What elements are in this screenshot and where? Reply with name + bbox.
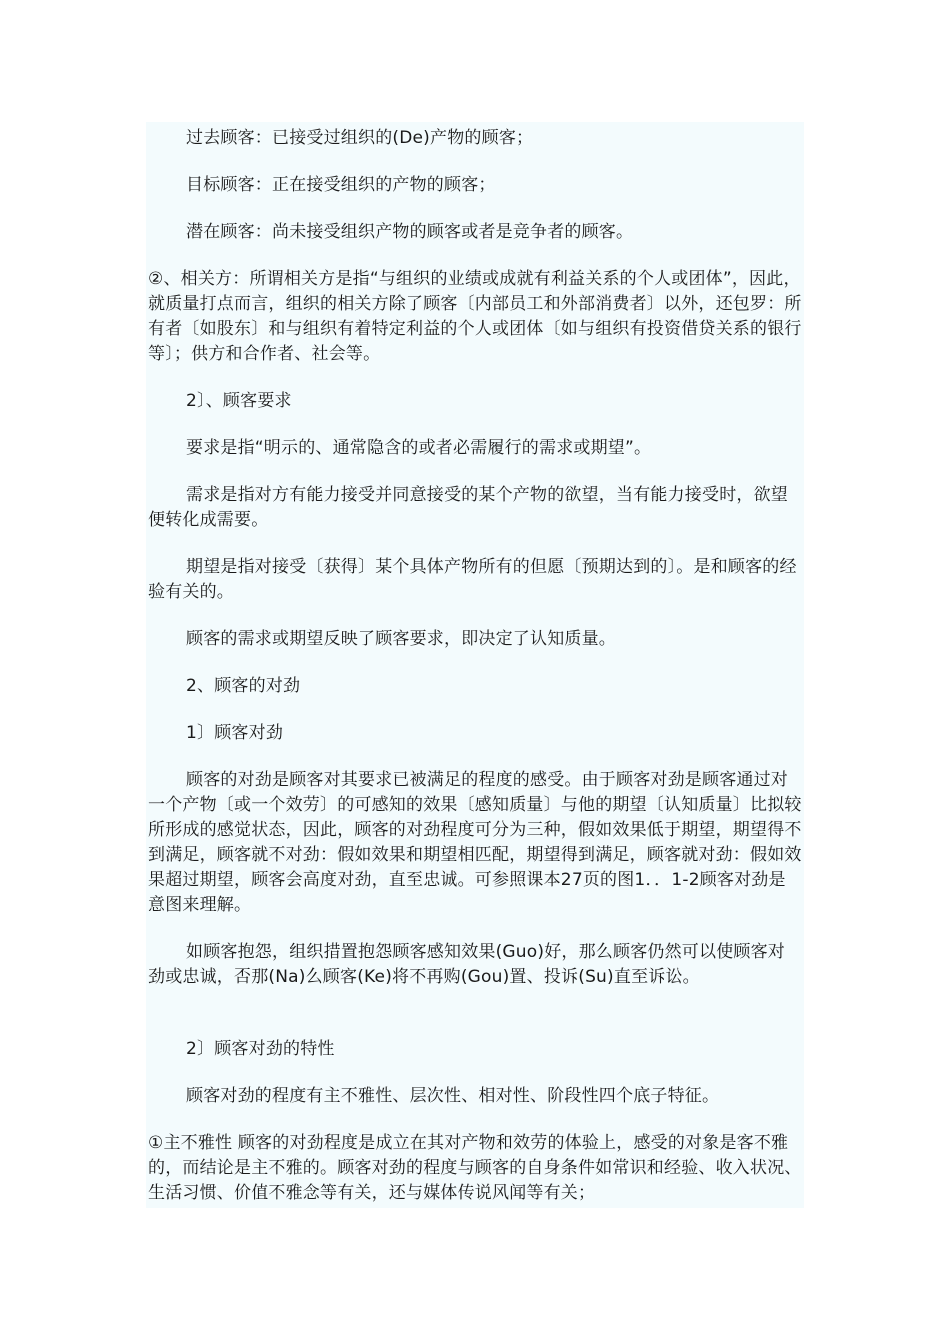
heading-customer-satisfaction: 2、顾客的对劲 [186,676,301,696]
heading-satisfaction-characteristics: 2〕顾客对劲的特性 [186,1039,335,1059]
heading-satisfaction-subsection: 1〕顾客对劲 [186,723,284,743]
paragraph-expectation-definition: 期望是指对接受〔获得〕某个具体产物所有的但愿〔预期达到的〕。是和顾客的经验有关的。 [148,557,797,602]
paragraph-four-characteristics: 顾客对劲的程度有主不雅性、层次性、相对性、阶段性四个底子特征。 [186,1086,720,1106]
paragraph-complaint-handling: 如顾客抱怨，组织措置抱怨顾客感知效果(Guo)好，那么顾客仍然可以使顾客对劲或忠诚，否那(Na)么顾客(Ke)将不再购(Gou)置、投诉(Su)直至诉讼。 [148,942,786,987]
paragraph-need-definition: 需求是指对方有能力接受并同意接受的某个产物的欲望，当有能力接受时，欲望便转化成需要。 [148,485,788,530]
paragraph-potential-customer: 潜在顾客：尚未接受组织产物的顾客或者是竞争者的顾客。 [186,222,634,242]
paragraph-perceived-quality: 顾客的需求或期望反映了顾客要求，即决定了认知质量。 [186,629,616,649]
paragraph-target-customer: 目标顾客：正在接受组织的产物的顾客； [186,175,496,195]
paragraph-past-customer: 过去顾客：已接受过组织的(De)产物的顾客； [186,128,534,148]
heading-customer-requirements: 2〕、顾客要求 [186,391,292,411]
paragraph-subjectivity: ①主不雅性 顾客的对劲程度是成立在其对产物和效劳的体验上，感受的对象是客不雅的，而结论是主不雅的。顾客对劲的程度与顾客的自身条件如常识和经验、收入状况、生活习惯、价值不雅念等有关，还与媒体传说风闻等有关； [148,1133,802,1203]
paragraph-interested-parties: ②、相关方：所谓相关方是指“与组织的业绩或成就有利益关系的个人或团体”，因此，就质量打点而言，组织的相关方除了顾客〔内部员工和外部消费者〕以外，还包罗：所有者〔如股东〕和与组织有着特定利益的个人或团体〔如与组织有投资借贷关系的银行等〕；供方和合作者、社会等。 [148,269,802,364]
paragraph-requirement-definition: 要求是指“明示的、通常隐含的或者必需履行的需求或期望”。 [186,438,652,458]
paragraph-satisfaction-definition: 顾客的对劲是顾客对其要求已被满足的程度的感受。由于顾客对劲是顾客通过对一个产物〔或一个效劳〕的可感知的效果〔感知质量〕与他的期望〔认知质量〕比拟较所形成的感觉状态，因此，顾客的对劲程度可分为三种，假如效果低于期望，期望得不到满足，顾客就不对劲：假如效果和期望相匹配，期望得到满足，顾客就对劲：假如效果超过期望，顾客会高度对劲，直至忠诚。可参照课本27页的图1．．1-2顾客对劲是意图来理解。 [148,770,802,915]
